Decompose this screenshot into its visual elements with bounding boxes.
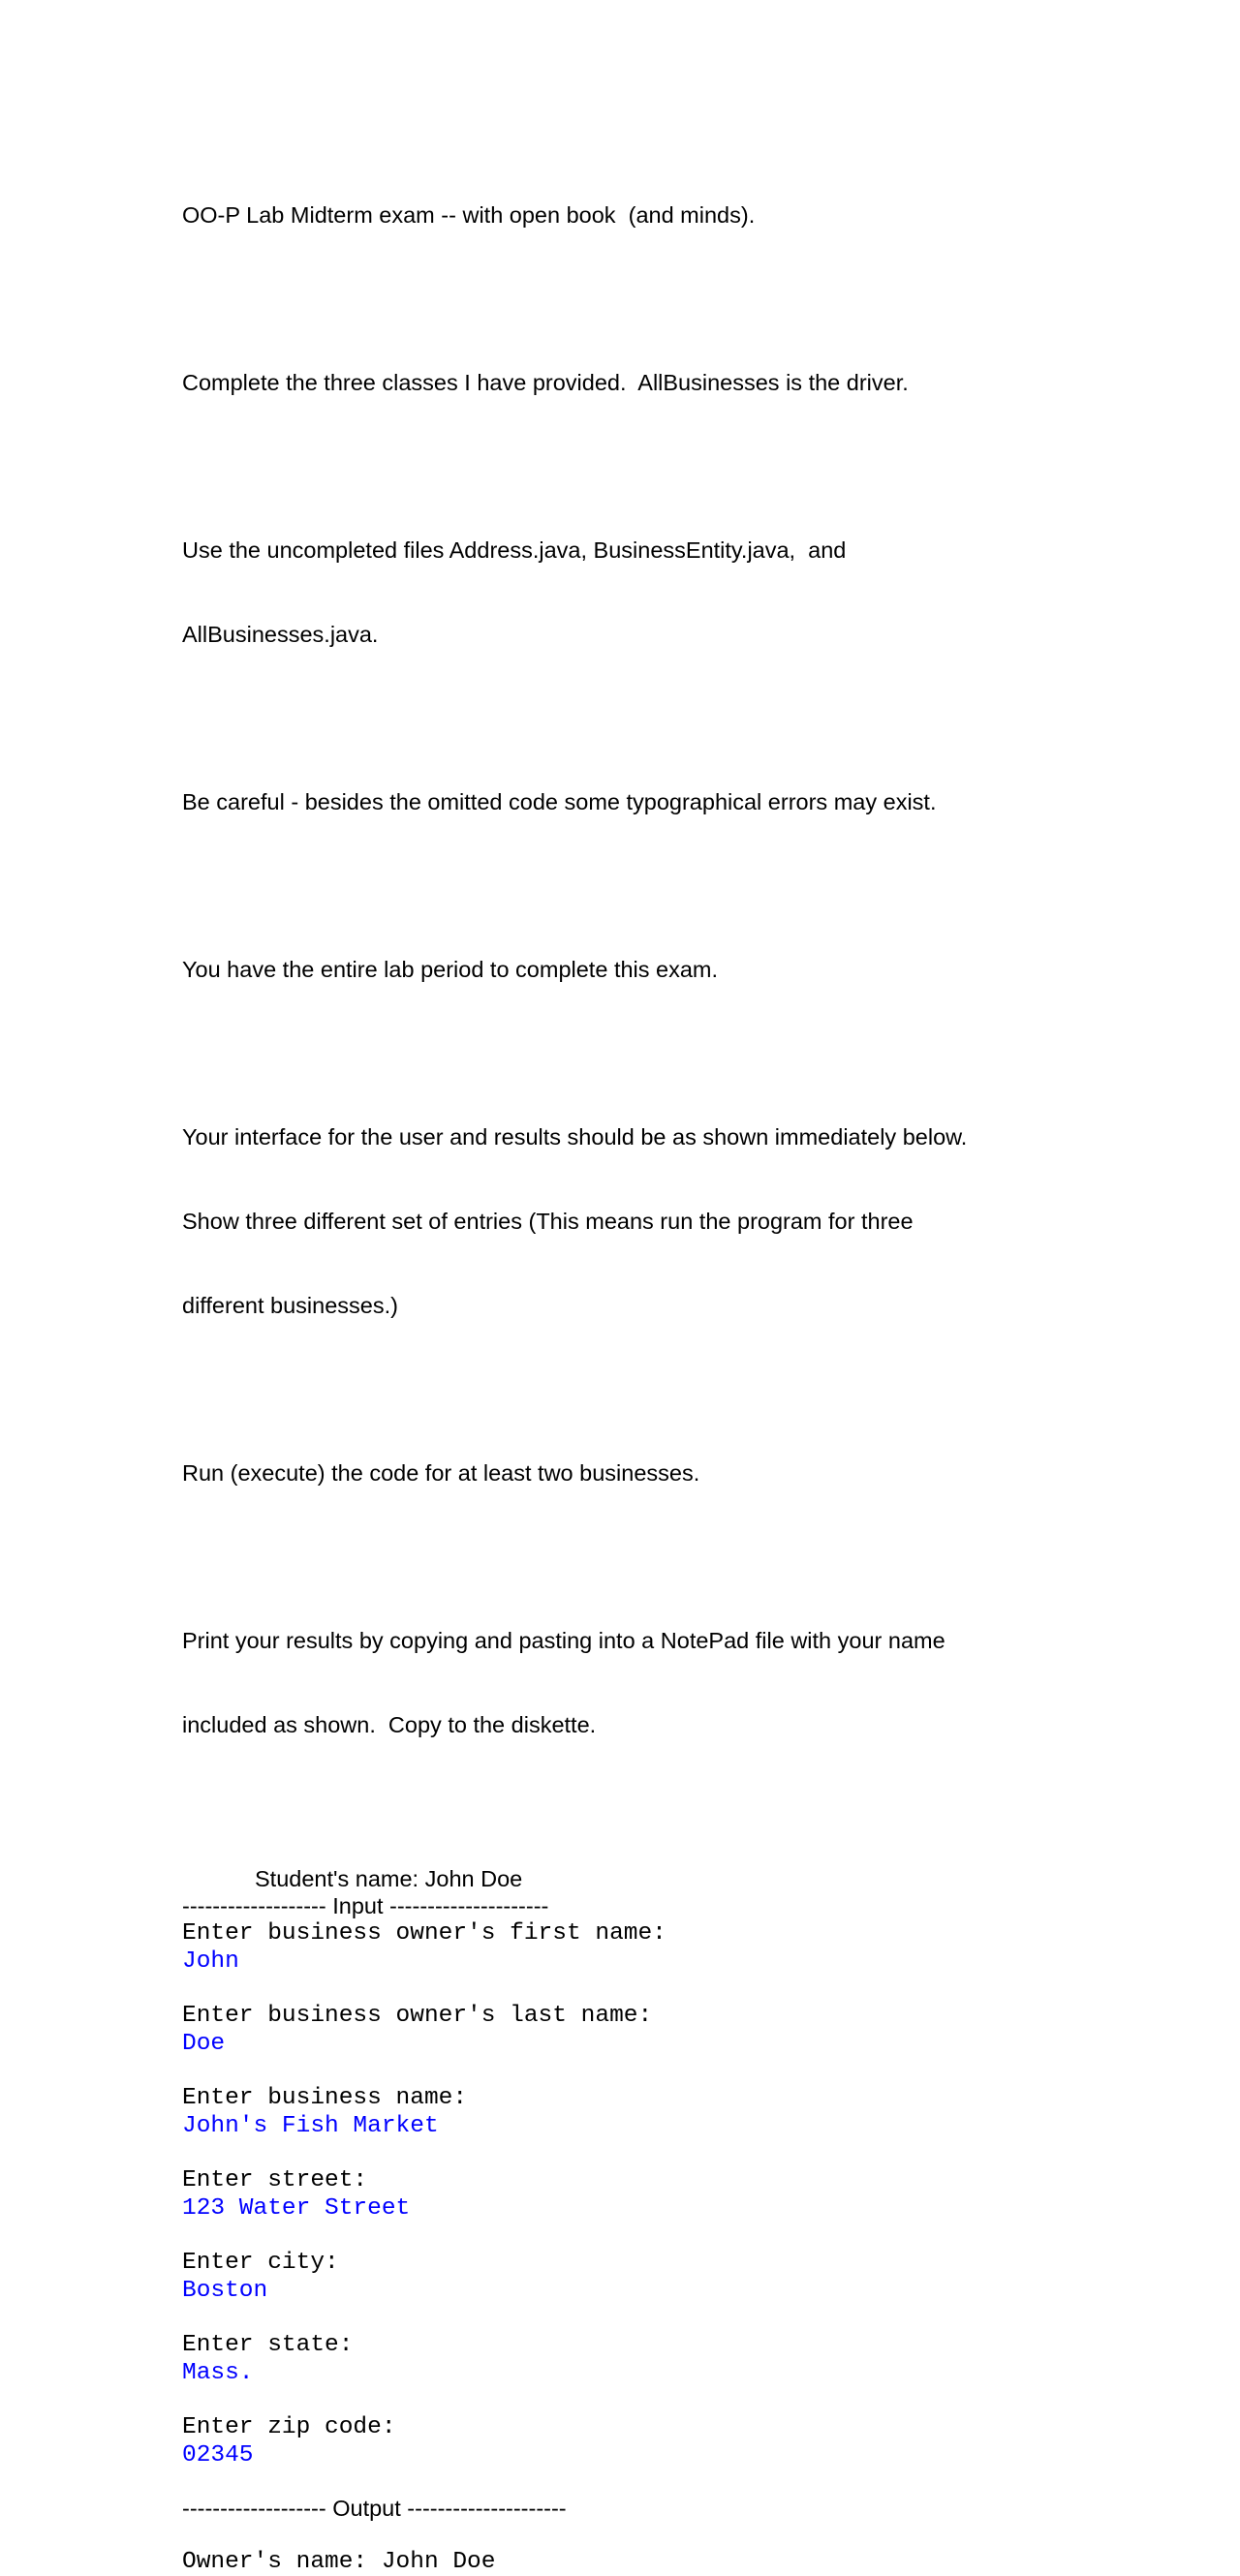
paragraph-line: different businesses.) [182, 1293, 398, 1318]
prompt-text: Enter street: [182, 2167, 368, 2193]
prompt-answer: Doe [182, 2031, 226, 2057]
paragraph-print [182, 1571, 1054, 1795]
prompt-answer: 123 Water Street [182, 2195, 411, 2222]
prompt-text: Enter business owner's last name: [182, 2003, 653, 2029]
paragraph-time [182, 900, 1054, 1040]
prompt-text: Enter zip code: [182, 2414, 396, 2440]
prompt-answer: John's Fish Market [182, 2113, 439, 2139]
prompt-state [182, 2331, 1054, 2387]
output-owner-name: Owner's name: John Doe [182, 2549, 496, 2575]
paragraph-line: Use the uncompleted files Address.java, BusinessEntity.java, and [182, 537, 847, 563]
paragraph-line: OO-P Lab Midterm exam -- with open book (and minds). [182, 202, 756, 228]
paragraph-careful [182, 732, 1054, 873]
paragraph-title [182, 145, 1054, 286]
paragraph-line: included as shown. Copy to the diskette. [182, 1712, 597, 1737]
prompt-text: Enter business owner's first name: [182, 1920, 666, 1947]
paragraph-line: Run (execute) the code for at least two businesses. [182, 1460, 700, 1486]
prompt-zip-code [182, 2413, 1054, 2469]
paragraph-line: Show three different set of entries (This means run the program for three [182, 1209, 914, 1234]
student-name-line: Student's name: John Doe [255, 1866, 523, 1891]
output-separator: ------------------- Output --------------------- [182, 2496, 567, 2521]
prompt-business-name [182, 2084, 1054, 2140]
paragraph-line: Complete the three classes I have provided. AllBusinesses is the driver. [182, 370, 909, 395]
prompt-answer: John [182, 1948, 239, 1975]
paragraph-run [182, 1403, 1054, 1544]
prompt-answer: Boston [182, 2278, 268, 2304]
input-separator: ------------------- Input --------------------- [182, 1893, 549, 1918]
prompt-answer: 02345 [182, 2442, 254, 2469]
prompt-street [182, 2166, 1054, 2223]
prompt-text: Enter city: [182, 2250, 339, 2276]
document-page [182, 145, 1054, 2576]
prompt-last-name [182, 2002, 1054, 2058]
paragraph-line: AllBusinesses.java. [182, 622, 379, 647]
paragraph-line: You have the entire lab period to complete this exam. [182, 957, 719, 982]
paragraph-line: Your interface for the user and results should be as shown immediately below. [182, 1124, 968, 1150]
paragraph-line: Print your results by copying and pasting into a NotePad file with your name [182, 1628, 946, 1653]
prompt-answer: Mass. [182, 2360, 254, 2386]
prompt-city [182, 2249, 1054, 2305]
paragraph-line: Be careful - besides the omitted code some typographical errors may exist. [182, 789, 937, 814]
paragraph-instructions [182, 313, 1054, 453]
paragraph-files [182, 480, 1054, 705]
prompt-text: Enter business name: [182, 2085, 468, 2111]
paragraph-interface [182, 1067, 1054, 1376]
sample-session [182, 1919, 1054, 2469]
prompt-first-name [182, 1919, 1054, 1976]
prompt-text: Enter state: [182, 2332, 354, 2358]
